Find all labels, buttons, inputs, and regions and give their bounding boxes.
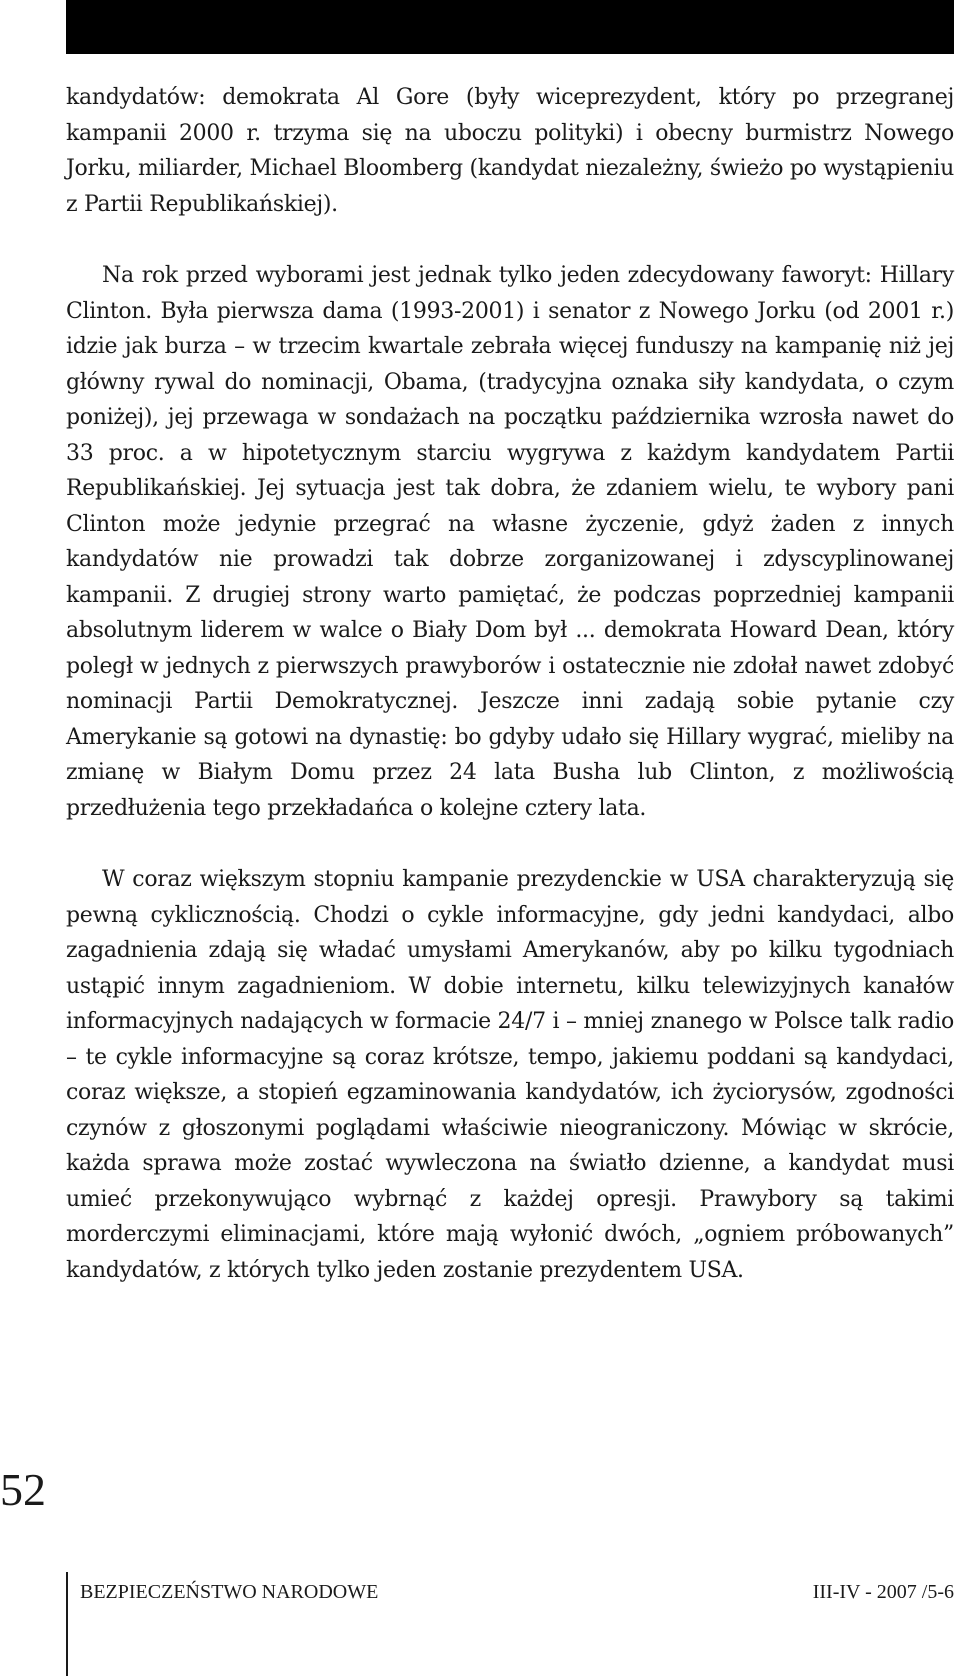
page-number: 52 (0, 1464, 46, 1515)
paragraph-3: W coraz większym stopniu kampanie prezydenckie w USA charakteryzują się pewną cyklicznością. Chodzi o cykle informacyjne, gdy jedni kandydaci, albo zagadnienia zdają się władać umysłami Amerykanów, aby po kilku tygodniach ustąpić innym zagadnieniom. W dobie internetu, kilku telewizyjnych kanałów informacyjnych nadających w formacie 24/7 i – mniej znanego w Polsce talk radio – te cykle informacyjne są coraz krótsze, tempo, jakiemu poddani są kandydaci, coraz większe, a stopień egzaminowania kandydatów, ich życiorysów, zgodności czynów z głoszonymi poglądami właściwie nieograniczony. Mówiąc w skrócie, każda sprawa może zostać wywleczona na światło dzienne, a kandydat musi umieć przekonywująco wybrnąć z każdej opresji. Prawybory są takimi morderczymi eliminacjami, które mają wyłonić dwóch, „ogniem próbowanych” kandydatów, z których tylko jeden zostanie prezydentem USA. (66, 867, 954, 1283)
header-bar (66, 0, 954, 54)
footer-issue: III-IV - 2007 /5-6 (812, 1581, 954, 1603)
footer-journal-title: BEZPIECZEŃSTWO NARODOWE (80, 1581, 379, 1603)
footer-divider (66, 1572, 68, 1676)
paragraph-1: kandydatów: demokrata Al Gore (były wiceprezydent, który po przegranej kampanii 2000 r. trzyma się na uboczu polityki) i obecny burmistrz Nowego Jorku, miliarder, Michael Bloomberg (kandydat niezależny, świeżo po wystąpieniu z Partii Republikańskiej). (66, 85, 954, 217)
article-body (66, 80, 954, 1288)
paragraph-2: Na rok przed wyborami jest jednak tylko jeden zdecydowany faworyt: Hillary Clinton. Była pierwsza dama (1993-2001) i senator z Nowego Jorku (od 2001 r.) idzie jak burza – w trzecim kwartale zebrała więcej funduszy na kampanię niż jej główny rywal do nominacji, Obama, (tradycyjna oznaka siły kandydata, o czym poniżej), jej przewaga w sondażach na początku października wzrosła nawet do 33 proc. a w hipotetycznym starciu wygrywa z każdym kandydatem Partii Republikańskiej. Jej sytuacja jest tak dobra, że zdaniem wielu, te wybory pani Clinton może jedynie przegrać na własne życzenie, gdyż żaden z innych kandydatów nie prowadzi tak dobrze zorganizowanej i zdyscyplinowanej kampanii. Z drugiej strony warto pamiętać, że podczas poprzedniej kampanii absolutnym liderem w walce o Biały Dom był ... demokrata Howard Dean, który poległ w jednych z pierwszych prawyborów i ostatecznie nie zdołał nawet zdobyć nominacji Partii Demokratycznej. Jeszcze inni zadają sobie pytanie czy Amerykanie są gotowi na dynastię: bo gdyby udało się Hillary wygrać, mieliby na zmianę w Białym Domu przez 24 lata Busha lub Clinton, z możliwością przedłużenia tego przekładańca o kolejne cztery lata. (66, 263, 954, 821)
